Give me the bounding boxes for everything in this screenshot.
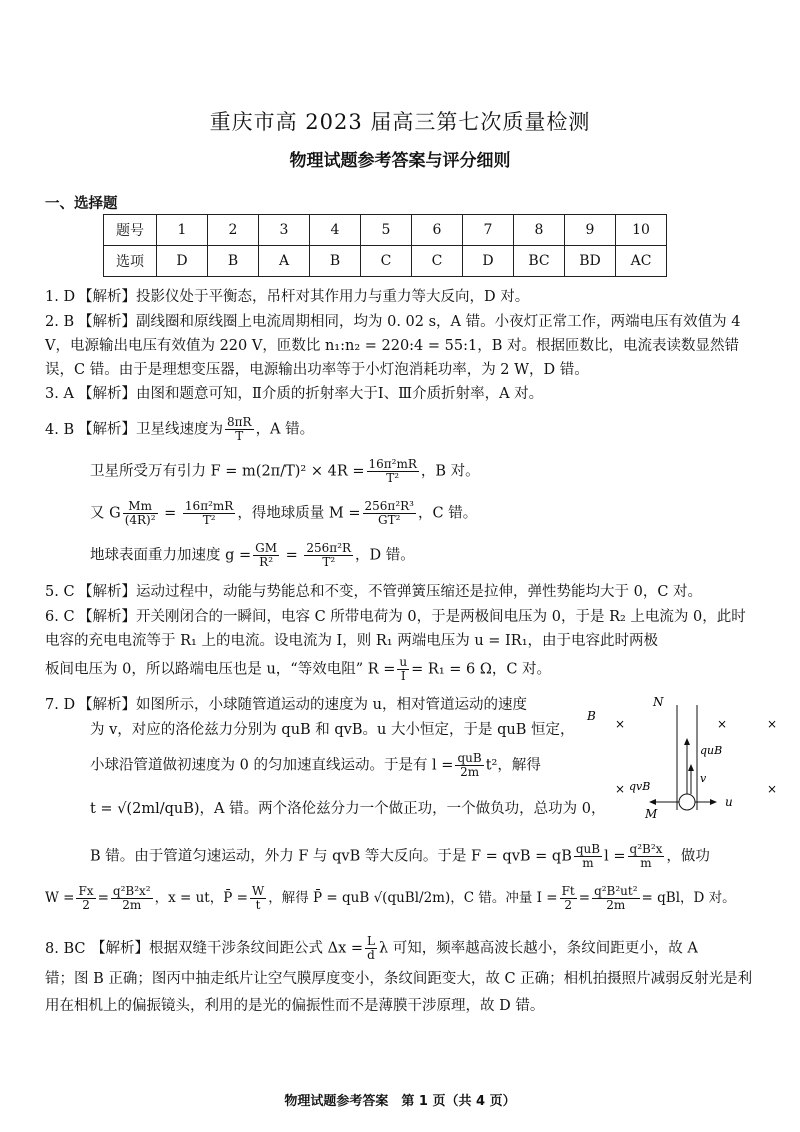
- table-cell: 3: [259, 215, 310, 246]
- answer-text: ，D 错。: [355, 547, 415, 564]
- answer-text: B 错。由于管道匀速运动，外力 F 与 qvB 等大反向。于是 F = qvB = qB: [90, 848, 572, 865]
- denominator: (4R)²: [124, 513, 156, 527]
- answer-7: [45, 693, 585, 717]
- answer-6: [45, 605, 760, 653]
- numerator: q²B²x: [629, 842, 663, 856]
- fraction: [574, 843, 602, 870]
- field-cross: ×: [615, 782, 626, 796]
- table-cell: A: [259, 246, 310, 277]
- table-cell: AC: [616, 246, 667, 277]
- answer-text: 【解析】如图所示，小球随管道运动的速度为 u，相对管道运动的速度: [78, 697, 527, 713]
- answer-text: ，A 错。: [255, 421, 315, 438]
- table-cell: 5: [361, 215, 412, 246]
- table-cell: C: [412, 246, 463, 277]
- answer-number: 7. D: [45, 697, 76, 713]
- answer-text: ，得地球质量 M =: [237, 505, 361, 522]
- table-cell: 4: [310, 215, 361, 246]
- fraction: [365, 935, 377, 962]
- denominator: T²: [386, 471, 400, 485]
- answer-text: 【解析】卫星线速度为: [78, 421, 223, 438]
- table-cell: 题号: [104, 215, 157, 246]
- label-u: u: [725, 795, 733, 809]
- numerator: 256π²R: [306, 541, 352, 555]
- answer-table-answer-row: [104, 246, 667, 277]
- fraction: [367, 458, 419, 485]
- answer-1: [45, 285, 760, 309]
- table-cell: B: [310, 246, 361, 277]
- denominator: 2m: [122, 898, 142, 912]
- answer-text: ，C 错。: [417, 505, 478, 522]
- table-cell: 选项: [104, 246, 157, 277]
- table-cell: 9: [565, 215, 616, 246]
- numerator: q²B²x²: [112, 884, 151, 898]
- numerator: 16π²mR: [368, 457, 417, 471]
- answer-text: 地球表面重力加速度 g =: [90, 547, 252, 564]
- answer-text: ，B 对。: [420, 463, 480, 480]
- answer-text: l =: [604, 848, 626, 865]
- numerator: 8πR: [227, 415, 252, 429]
- denominator: m: [582, 856, 594, 870]
- table-cell: BC: [514, 246, 565, 277]
- fraction: [250, 885, 266, 912]
- table-cell: B: [208, 246, 259, 277]
- field-cross: ×: [717, 717, 728, 731]
- numerator: 16π²mR: [184, 499, 234, 513]
- table-cell: 7: [463, 215, 514, 246]
- page-footer: 物理试题参考答案 第 1 页（共 4 页）: [284, 1094, 516, 1109]
- denominator: R²: [259, 555, 274, 569]
- denominator: GT²: [378, 513, 401, 527]
- answer-explanation: 【解析】开关刚闭合的一瞬间，电容 C 所带电荷为 0，于是两极间电压为 0，于是 R₂ 上电流为 0，此时电容的充电电流等于 R₁ 上的电流。设电流为 I，则 R₁ 两端电压为 u = IR₁，由于电容此时两极: [45, 609, 746, 649]
- answer-explanation: 【解析】运动过程中，动能与势能总和不变，不管弹簧压缩还是拉伸，弹性势能均大于 0，C 对。: [78, 584, 703, 600]
- fraction: [304, 542, 353, 569]
- page-title: 重庆市高 2023 届高三第七次质量检测: [209, 110, 591, 134]
- label-M: M: [645, 807, 658, 820]
- fraction: [455, 752, 483, 779]
- table-cell: D: [463, 246, 514, 277]
- answer-text: ，A 错。两个洛伦兹分力一个做正功，一个做负功，总功为 0，: [199, 801, 606, 817]
- answer-explanation: 【解析】投影仪处于平衡态，吊杆对其作用力与重力等大反向，D 对。: [78, 289, 530, 305]
- answer-table-header-row: [104, 215, 667, 246]
- answer-7-line-3: [90, 752, 541, 779]
- page-subtitle: 物理试题参考答案与评分细则: [289, 151, 511, 171]
- numerator: Fx: [78, 884, 94, 898]
- answer-text: =: [578, 890, 591, 906]
- answer-2: [45, 310, 760, 382]
- fraction: [111, 885, 153, 912]
- arrow-head: [649, 799, 656, 805]
- denominator: 2m: [606, 898, 626, 912]
- answer-number: 5. C: [45, 584, 75, 600]
- table-cell: C: [361, 246, 412, 277]
- numerator: quB: [457, 751, 482, 765]
- label-B: B: [587, 709, 596, 723]
- answer-number: 3. A: [45, 386, 74, 402]
- answer-text: = R₁ = 6 Ω，C 对。: [411, 661, 552, 678]
- pipe-diagram: [585, 690, 785, 820]
- answer-text: 板间电压为 0，所以路端电压也是 u，“等效电阻” R =: [45, 661, 396, 678]
- answer-text: ，x = ut，P̄ =: [154, 890, 248, 906]
- answer-4-line-2: [90, 458, 480, 485]
- fraction: [225, 416, 254, 443]
- denominator: T²: [202, 513, 216, 527]
- ball: [679, 794, 695, 810]
- answer-text: W =: [45, 890, 75, 906]
- answer-4: [45, 416, 760, 443]
- arrow-head: [710, 799, 717, 805]
- answer-text: 错；图 B 正确；图丙中抽走纸片让空气膜厚度变小，条纹间距变大，故 C 正确；相机拍摄照片减弱反射光是利用在相机上的偏振镜头，利用的是光的偏振性而不是薄膜干涉原理，故 D 错。: [45, 971, 753, 1014]
- table-cell: 1: [157, 215, 208, 246]
- field-cross: ×: [615, 717, 626, 731]
- answer-text: ，解得 P̄ = quB √(quBl/2m)，C 错。冲量 I =: [268, 890, 558, 906]
- numerator: u: [399, 655, 408, 669]
- answer-5: [45, 580, 760, 604]
- section-heading: 一、选择题: [45, 196, 118, 212]
- denominator: d: [367, 948, 375, 962]
- answer-explanation: 【解析】由图和题意可知，Ⅱ介质的折射率大于Ⅰ、Ⅲ介质折射率，A 对。: [78, 386, 544, 402]
- numerator: W: [251, 884, 265, 898]
- answer-8-rest: [45, 966, 760, 1020]
- table-cell: D: [157, 246, 208, 277]
- arrow-head: [684, 738, 690, 745]
- answer-7-line-4: [90, 797, 605, 821]
- fraction: [363, 500, 416, 527]
- answer-4-line-3: 又 G $\frac{Mm}{\text{(4R)²}}$ = $\frac{\text{16π²mR}}{\text{T²}}$ ，得地球质量 M = $\frac{\text{256π²R³}}{\text{GT²}}$ ，C 错。: [90, 499, 478, 527]
- denominator: m: [640, 856, 652, 870]
- fraction: [397, 656, 409, 683]
- answer-text: t²，解得: [485, 757, 541, 774]
- answer-number: 6. C: [45, 609, 75, 625]
- numerator: Mm: [123, 500, 158, 514]
- denominator: 2m: [460, 765, 480, 779]
- answer-number: 1. D: [45, 289, 76, 305]
- field-cross: ×: [767, 717, 778, 731]
- fraction: [560, 885, 577, 912]
- table-cell: 6: [412, 215, 463, 246]
- answer-7-line-6: [45, 885, 760, 912]
- table-cell: BD: [565, 246, 616, 277]
- answer-7-line-5: [90, 843, 710, 870]
- denominator: T: [235, 429, 244, 443]
- answer-number: 2. B: [45, 314, 75, 330]
- answer-text: =: [97, 890, 109, 906]
- numerator: 256π²R³: [364, 499, 414, 513]
- fraction: [253, 542, 279, 569]
- answer-text: λ 可知，频率越高波长越小，条纹间距更小，故 A: [378, 940, 698, 957]
- answer-text: t = √(2ml/quB): [90, 801, 200, 817]
- label-N: N: [653, 695, 664, 709]
- field-cross: ×: [767, 782, 778, 796]
- denominator: T²: [322, 555, 336, 569]
- answer-text: 小球沿管道做初速度为 0 的匀加速直线运动。于是有 l =: [90, 757, 454, 774]
- denominator: I: [400, 669, 406, 683]
- answer-8: [45, 935, 760, 962]
- numerator: L: [367, 934, 375, 948]
- answer-text: = qBl，D 对。: [641, 890, 736, 906]
- answer-text: ，做功: [666, 848, 710, 865]
- answer-4-line-4: 地球表面重力加速度 g = $\frac{GM}{\text{R²}}$ = $\frac{\text{256π²R}}{\text{T²}}$ ，D 错。: [90, 541, 415, 569]
- fraction: [592, 885, 639, 912]
- table-cell: 10: [616, 215, 667, 246]
- arrow-head: [688, 764, 694, 771]
- answer-table: [103, 214, 667, 277]
- label-quB: quB: [700, 744, 723, 757]
- fraction: [123, 500, 158, 527]
- denominator: 2: [82, 898, 90, 912]
- answer-number: 4. B: [45, 421, 75, 438]
- label-v: v: [700, 772, 707, 785]
- table-cell: 8: [514, 215, 565, 246]
- answer-explanation: 【解析】副线圈和原线圈上电流周期相同，均为 0. 02 s，A 错。小夜灯正常工作，两端电压有效值为 4 V，电源输出电压有效值为 220 V，匝数比 n₁:n₂ = 220:4 = 55:1，B 对。根据匝数比，电流表读数显然错误，C 错。由于是理想变压器，电源输出功率等于小灯泡消耗功率，为 2 W，D 错。: [45, 314, 741, 378]
- answer-text: 又 G: [90, 505, 121, 522]
- answer-text: 【解析】根据双缝干涉条纹间距公式 Δx =: [91, 940, 364, 957]
- numerator: GM: [255, 541, 278, 555]
- numerator: q²B²ut²: [594, 884, 638, 898]
- label-qvB: qvB: [629, 780, 651, 793]
- fraction: [183, 500, 235, 527]
- numerator: quB: [575, 842, 601, 856]
- answer-3: [45, 382, 760, 406]
- denominator: 2: [564, 898, 572, 912]
- fraction: [76, 885, 95, 912]
- answer-7-line-2: [90, 718, 574, 742]
- denominator: t: [255, 898, 261, 912]
- fraction: [628, 843, 665, 870]
- table-cell: 2: [208, 215, 259, 246]
- numerator: Ft: [561, 884, 575, 898]
- answer-text: 为 v，对应的洛伦兹力分别为 quB 和 qvB。u 大小恒定，于是 quB 恒定，: [90, 722, 575, 738]
- answer-number: 8. BC: [45, 940, 86, 957]
- answer-6-line-3: [45, 656, 760, 683]
- answer-text: 卫星所受万有引力 F = m(2π/T)² × 4R =: [90, 463, 365, 480]
